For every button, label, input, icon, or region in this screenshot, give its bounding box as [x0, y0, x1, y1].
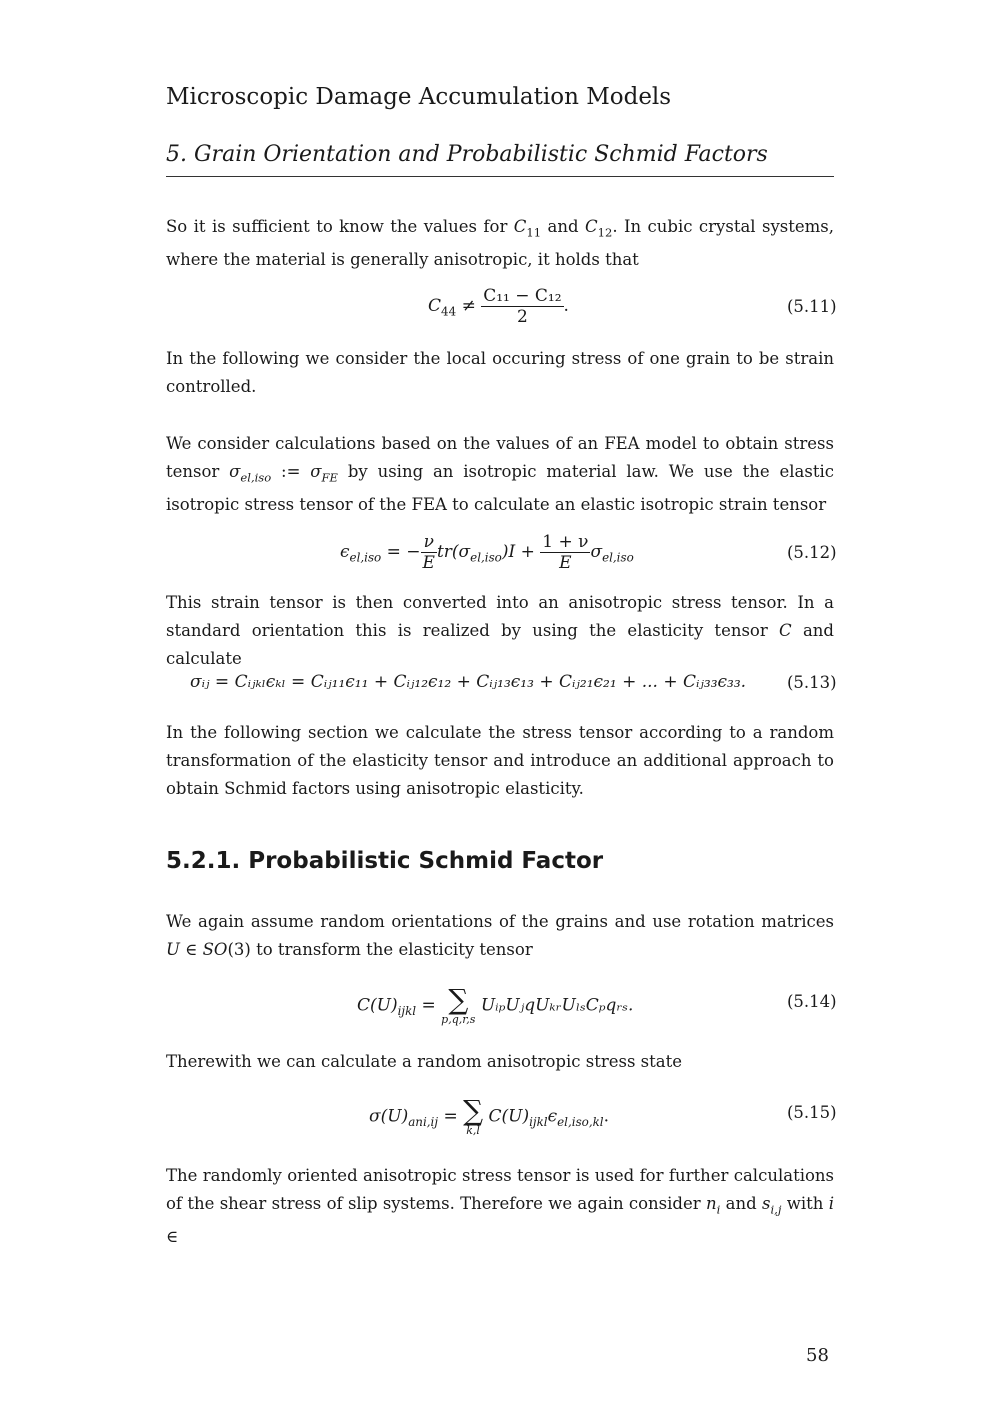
paragraph-2: In the following we consider the local occuring stress of one grain to be strain controlled. — [166, 349, 834, 396]
paragraph-7: Therewith we can calculate a random anisotropic stress state — [166, 1052, 683, 1071]
section-heading: 5.2.1. Probabilistic Schmid Factor — [166, 848, 604, 874]
header-rule — [166, 176, 834, 177]
running-title: Microscopic Damage Accumulation Models — [166, 84, 672, 110]
equation-5-15: $\sigma(U)_{ani,ij}$ = ∑ k,l $C(U)_{ijkl}\epsilon_{el,iso,kl}$. — [369, 1094, 610, 1137]
paragraph-8: The randomly oriented anisotropic stress tensor is used for further calculations of the shear stress of slip systems. Therefore we again consider $n_i$ and $s_{i,j}$ with i ∈ — [166, 1166, 835, 1247]
equation-number: (5.14) — [787, 992, 837, 1011]
paragraph-4: This strain tensor is then converted into an anisotropic stress tensor. In a standard orientation this is realized by using the elasticity tensor C and calculate — [166, 593, 834, 668]
page-number: 58 — [806, 1345, 829, 1366]
paragraph-5: In the following section we calculate the stress tensor according to a random transformation of the elasticity tensor and introduce an additional approach to obtain Schmid factors using anisotropic elasticity. — [166, 723, 834, 798]
equation-number: (5.12) — [787, 543, 837, 562]
summation-operator: ∑ k,l — [463, 1094, 484, 1137]
equation-number: (5.11) — [787, 297, 837, 316]
equation-number: (5.15) — [787, 1103, 837, 1122]
summation-operator: ∑ p,q,r,s — [441, 983, 476, 1026]
paragraph-6: We again assume random orientations of the grains and use rotation matrices U ∈ SO(3) to transform the elasticity tensor — [166, 912, 834, 959]
paragraph-3: We consider calculations based on the values of an FEA model to obtain stress tensor $\sigma_{el,iso}$ := $\sigma_{FE}$ by using an isotropic material law. We use the elastic isotropic stress tensor of the FEA to calculate an elastic isotropic strain tensor — [166, 434, 834, 515]
chapter-title: 5. Grain Orientation and Probabilistic Schmid Factors — [166, 142, 768, 167]
equation-5-14: $C(U)_{ijkl}$ = ∑ p,q,r,s UᵢₚUⱼqUₖᵣUₗₛCₚqᵣₛ. — [357, 983, 634, 1026]
equation-number: (5.13) — [787, 673, 837, 692]
equation-5-13: σᵢⱼ = Cᵢⱼₖₗϵₖₗ = Cᵢⱼ₁₁ϵ₁₁ + Cᵢⱼ₁₂ϵ₁₂ + Cᵢⱼ₁₃ϵ₁₃ + Cᵢⱼ₂₁ϵ₂₁ + ... + Cᵢⱼ₃₃ϵ₃₃. — [190, 672, 747, 692]
paragraph-1: So it is sufficient to know the values for $C_{11}$ and $C_{12}$. In cubic crystal systems, where the material is generally anisotropic, it holds that — [166, 217, 834, 270]
equation-5-12: $\epsilon_{el,iso}$ = − $\frac{\nu}{E}$ $tr(\sigma_{el,iso})I$ + $\frac{1 + \nu}{E}$ $\sigma_{el,iso}$ — [340, 532, 634, 573]
equation-5-11: $C_{44}$ ≠ $\frac{\text{C₁₁ − C₁₂}}{2}$ . — [428, 286, 569, 327]
